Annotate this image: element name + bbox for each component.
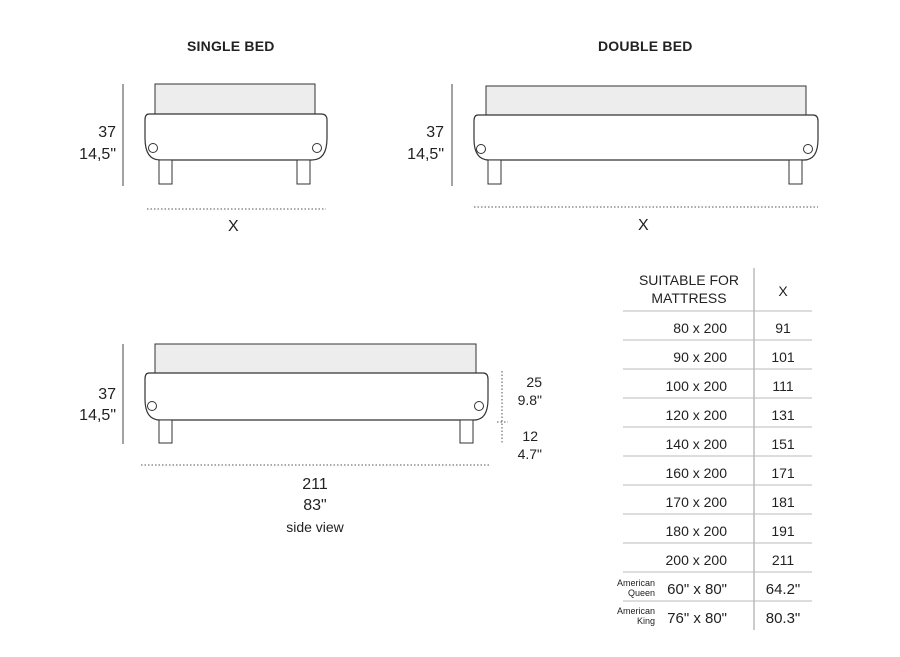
double-bed-front-view — [452, 84, 818, 207]
table-us-label-line2: King — [636, 616, 655, 626]
table-row-size: 200 x 200 — [665, 552, 727, 568]
single-bed-width-label: X — [228, 218, 239, 235]
side-view-headboard — [155, 344, 476, 375]
single-bed-title: SINGLE BED — [187, 38, 275, 54]
single-bed-frame — [145, 114, 327, 160]
table-row-size: 140 x 200 — [665, 436, 727, 452]
single-bed-leg — [297, 160, 310, 184]
table-row-x: 191 — [771, 523, 795, 539]
table-row-x: 171 — [771, 465, 795, 481]
single-bed-front-view — [123, 84, 327, 209]
table-row-x: 131 — [771, 407, 795, 423]
double-bed-frame — [474, 115, 818, 160]
table-header-mattress-line2: MATTRESS — [651, 290, 727, 306]
table-row-x: 91 — [775, 320, 791, 336]
single-bed-leg — [159, 160, 172, 184]
side-view-caption: side view — [286, 519, 344, 535]
side-view-frame — [145, 373, 488, 420]
table-row-x: 151 — [771, 436, 795, 452]
double-bed-leg — [488, 160, 501, 184]
table-us-label-line2: Queen — [627, 588, 655, 598]
table-row-size: 80 x 200 — [673, 320, 727, 336]
side-view-leg — [159, 420, 172, 443]
double-bed-bolt — [804, 145, 813, 154]
table-row-x: 211 — [771, 552, 795, 568]
double-bed-title: DOUBLE BED — [598, 38, 693, 54]
side-view-length-cm: 211 — [302, 476, 328, 493]
table-us-row-size: 60" x 80" — [667, 581, 727, 598]
side-view-height-cm: 37 — [98, 386, 116, 403]
table-row-size: 120 x 200 — [665, 407, 727, 423]
table-row-size: 90 x 200 — [673, 349, 727, 365]
side-view-leg-cm: 12 — [522, 428, 538, 444]
double-bed-bolt — [477, 145, 486, 154]
single-bed-bolt — [313, 144, 322, 153]
table-row-size: 180 x 200 — [665, 523, 727, 539]
single-bed-headboard — [155, 84, 315, 116]
side-view-length-in: 83" — [303, 497, 327, 514]
table-row-x: 181 — [771, 494, 795, 510]
side-view-height-in: 14,5" — [79, 407, 116, 424]
table-row-size: 100 x 200 — [665, 378, 727, 394]
double-bed-headboard — [486, 86, 806, 117]
side-view-drawing — [123, 344, 508, 465]
table-header-x: X — [778, 283, 788, 299]
table-us-row-size: 76" x 80" — [667, 610, 727, 627]
table-us-label-line1: American — [616, 606, 655, 616]
table-row-x: 101 — [771, 349, 795, 365]
single-bed-height-cm: 37 — [98, 124, 116, 141]
double-bed-width-label: X — [638, 217, 649, 234]
table-row-size: 170 x 200 — [665, 494, 727, 510]
side-view-bolt — [475, 402, 484, 411]
double-bed-leg — [789, 160, 802, 184]
double-bed-height-in: 14,5" — [407, 146, 444, 163]
single-bed-bolt — [149, 144, 158, 153]
table-us-row-x: 64.2" — [765, 581, 801, 598]
side-view-bolt — [148, 402, 157, 411]
table-us-label-line1: American — [616, 578, 655, 588]
side-view-headboard-cm: 25 — [526, 374, 542, 390]
table-row-size: 160 x 200 — [665, 465, 727, 481]
table-us-row-x: 80.3" — [765, 610, 801, 627]
side-view-leg-in: 4.7" — [517, 446, 542, 462]
single-bed-height-in: 14,5" — [79, 146, 116, 163]
table-header-mattress-line1: SUITABLE FOR — [638, 272, 740, 288]
side-view-headboard-in: 9.8" — [517, 392, 542, 408]
side-view-leg — [460, 420, 473, 443]
table-header-mattress — [626, 271, 752, 307]
table-row-x: 111 — [772, 378, 794, 394]
double-bed-height-cm: 37 — [426, 124, 444, 141]
